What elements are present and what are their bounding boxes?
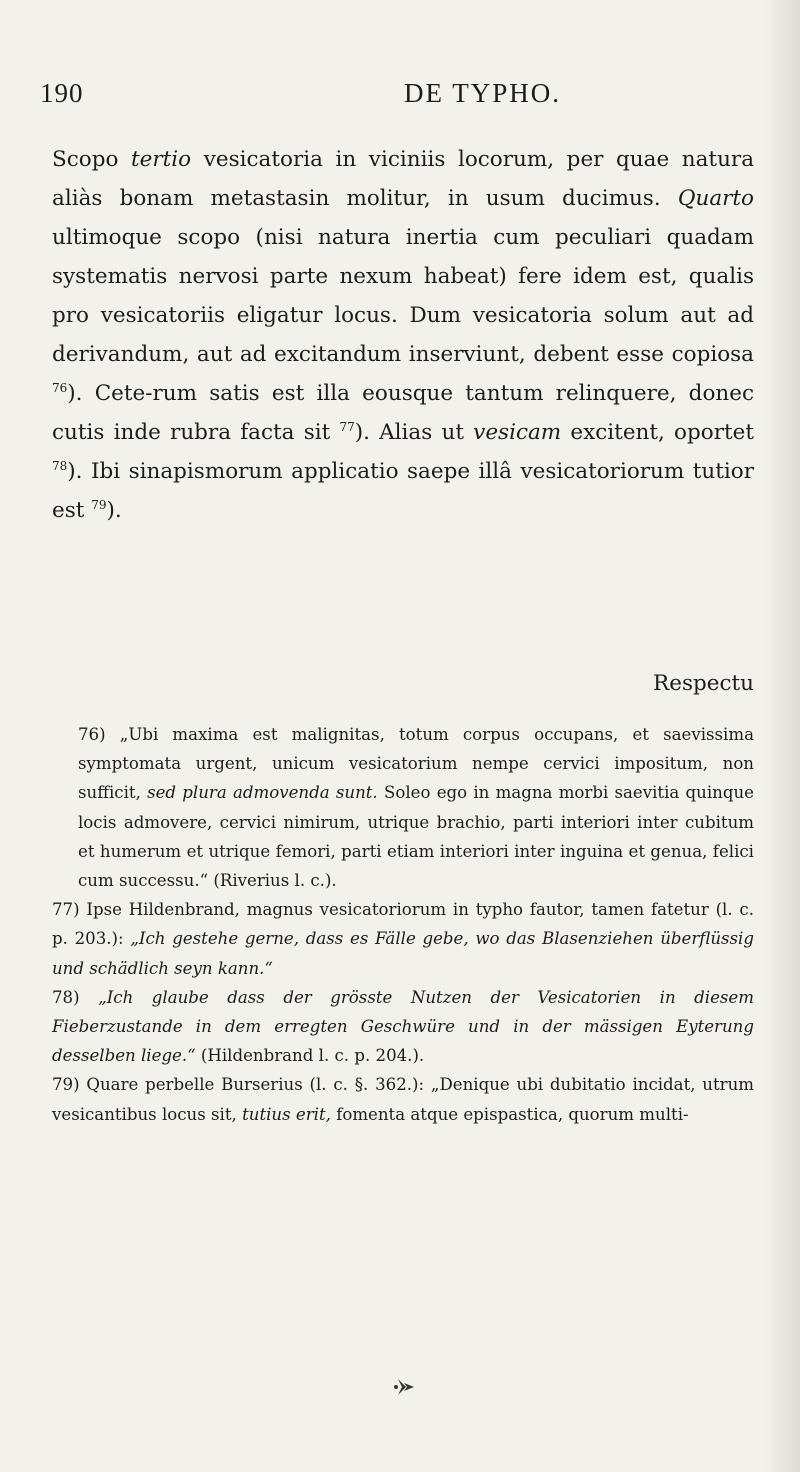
footnote-text: Quare perbelle Burserius (l. c. §. 362.): „Denique ubi dubitatio incidat, utrum vesicantibus locus sit, (52, 1075, 755, 1124)
footnote-ref-76[interactable]: 76 (52, 380, 68, 395)
footnote-emphasis: tutius erit, (242, 1104, 331, 1124)
footnote-emphasis: „Ich gestehe gerne, dass es Fälle gebe, wo das Blasenziehen überflüssig und schädlich seyn kann.“ (52, 929, 754, 978)
footnote-emphasis: „Ich glaube dass der grösste Nutzen der Vesicatorien in diesem Fieberzustande in dem erregten Geschwüre und in der mässigen Eyterung desselben liege.“ (52, 987, 754, 1066)
footnote-number: 77) (52, 900, 80, 920)
footnote-78 (52, 983, 754, 1071)
footnote-number: 79) (52, 1075, 80, 1095)
footnote-ref-77[interactable]: 77 (339, 419, 355, 434)
running-head: DE TYPHO. (404, 78, 562, 108)
text-segment: ). Alias ut (354, 420, 464, 445)
page-edge-shadow (766, 0, 800, 1472)
text-segment: ultimoque scopo (nisi natura inertia cum peculiari quadam systematis nervosi parte nexum habeat) fere idem est, qualis pro vesicatoriis eligatur locus. Dum vesicatoria solum aut ad derivandum, aut ad excitandum inserviunt, debent esse copiosa (52, 225, 754, 367)
text-segment: ). (106, 498, 122, 523)
catchword: Respectu (653, 671, 754, 696)
page-header (40, 78, 760, 118)
footnote-text: fomenta atque epispastica, quorum multi- (336, 1104, 689, 1124)
text-segment: ). Ibi sinapismorum applicatio saepe illâ vesicatoriorum tutior est (52, 459, 754, 523)
text-segment: ). Cete-rum satis est illa eousque tantum relinquere, donec cutis inde rubra facta sit (52, 381, 754, 445)
footnote-text: (Hildenbrand l. c. p. 204.). (200, 1046, 425, 1066)
emphasis-tertio: tertio (131, 147, 192, 172)
footnotes (52, 720, 754, 1129)
text-segment: excitent, oportet (570, 420, 754, 445)
emphasis-vesicam: vesicam (473, 420, 562, 445)
footnote-77 (52, 895, 754, 983)
footnote-text: Ipse Hildenbrand, magnus vesicatoriorum in typho fautor, tamen fatetur (l. c. p. 203.): (52, 900, 754, 949)
main-paragraph (52, 140, 754, 530)
footnote-ref-78[interactable]: 78 (52, 458, 68, 473)
page-number: 190 (40, 78, 84, 108)
text-segment: Scopo (52, 147, 119, 172)
footnote-text: Soleo ego in magna morbi saevitia quinque locis admovere, cervici nimirum, utrique brachio, parti interiori inter cubitum et humerum et utrique femori, parti etiam interiori inter inguina et genua, felici cum successu.“ (Riverius l. c.). (78, 783, 754, 891)
footnote-number: 78) (52, 987, 80, 1007)
footnote-79 (52, 1070, 754, 1128)
text-segment: vesicatoria in viciniis locorum, per quae natura aliàs bonam metastasin molitur, in usum ducimus. (52, 147, 755, 211)
footnote-76 (52, 720, 754, 895)
footnote-text: „Ubi maxima est malignitas, totum corpus occupans, et saevissima symptomata urgent, unicum vesicatorium nempe cervici impositum, non sufficit, (78, 725, 754, 803)
footnote-ref-79[interactable]: 79 (91, 497, 107, 512)
footnote-emphasis: sed plura admovenda sunt. (147, 783, 378, 803)
footnote-number: 76) (78, 725, 106, 744)
emphasis-quarto: Quarto (677, 186, 754, 211)
printer-fleuron-icon (392, 1375, 418, 1399)
